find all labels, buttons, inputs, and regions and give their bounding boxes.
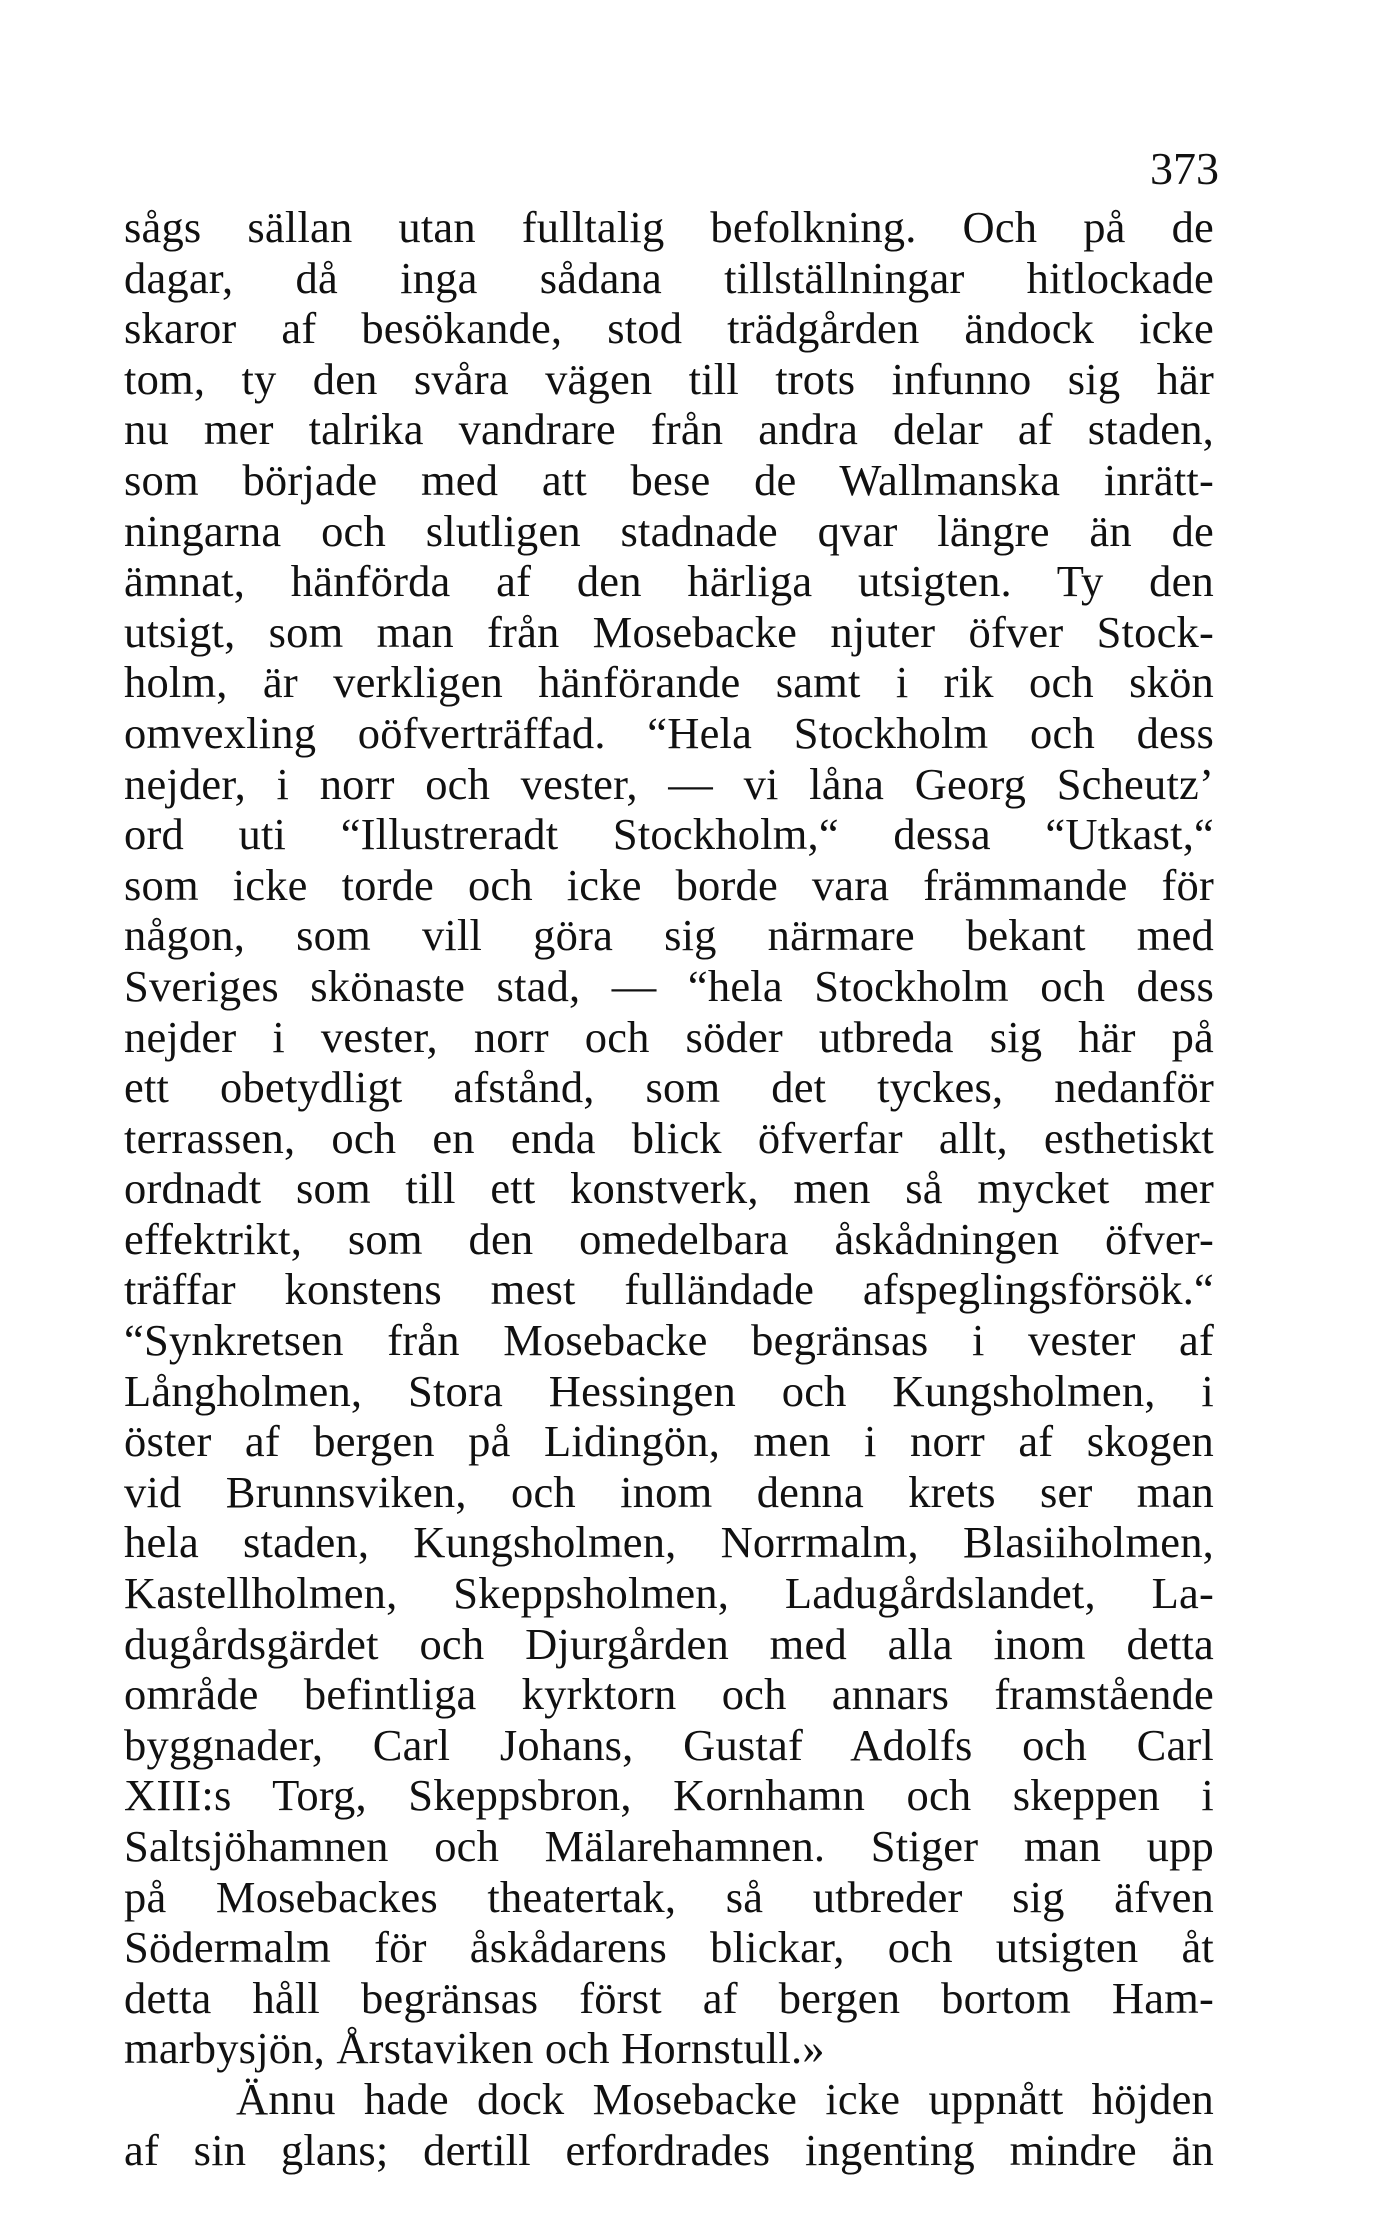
text-line: någon, som vill göra sig närmare bekant med [124,910,1214,961]
text-line: “Synkretsen från Mosebacke begränsas i vester af [124,1315,1214,1366]
text-line: terrassen, och en enda blick öfverfar allt, esthetiskt [124,1112,1214,1163]
text-line: på Mosebackes theatertak, så utbreder sig äfven [124,1871,1214,1922]
body-text [124,202,1214,2175]
text-line: hela staden, Kungsholmen, Norrmalm, Blasiiholmen, [124,1517,1214,1568]
text-line: område befintliga kyrktorn och annars framstående [124,1669,1214,1720]
text-line: nejder, i norr och vester, — vi låna Georg Scheutz’ [124,758,1214,809]
text-line: ord uti “Illustreradt Stockholm,“ dessa “Utkast,“ [124,809,1214,860]
text-line: detta håll begränsas först af bergen bortom Ham- [124,1972,1214,2023]
text-line: holm, är verkligen hänförande samt i rik och skön [124,657,1214,708]
text-line: vid Brunnsviken, och inom denna krets ser man [124,1466,1214,1517]
text-line: som började med att bese de Wallmanska inrätt- [124,454,1214,505]
text-line: ett obetydligt afstånd, som det tyckes, nedanför [124,1062,1214,1113]
text-line: utsigt, som man från Mosebacke njuter öfver Stock- [124,606,1214,657]
text-line: byggnader, Carl Johans, Gustaf Adolfs och Carl [124,1719,1214,1770]
text-line: tom, ty den svåra vägen till trots infunno sig här [124,353,1214,404]
text-line: omvexling oöfverträffad. “Hela Stockholm och dess [124,707,1214,758]
text-line: ningarna och slutligen stadnade qvar längre än de [124,505,1214,556]
text-line: Kastellholmen, Skeppsholmen, Ladugårdslandet, La- [124,1568,1214,1619]
text-line: Södermalm för åskådarens blickar, och utsigten åt [124,1922,1214,1973]
text-line: dugårdsgärdet och Djurgården med alla inom detta [124,1618,1214,1669]
text-line: som icke torde och icke borde vara främmande för [124,859,1214,910]
text-line: af sin glans; dertill erfordrades ingenting mindre än [124,2124,1214,2175]
text-line: effektrikt, som den omedelbara åskådningen öfver- [124,1213,1214,1264]
text-line: Ännu hade dock Mosebacke icke uppnått höjden [236,2073,1214,2124]
text-line: dagar, då inga sådana tillställningar hitlockade [124,252,1214,303]
text-line: ämnat, hänförda af den härliga utsigten. Ty den [124,556,1214,607]
text-line: marbysjön, Årstaviken och Hornstull.» [124,2023,825,2074]
text-line: sågs sällan utan fulltalig befolkning. Och på de [124,202,1214,252]
text-line: XIII:s Torg, Skeppsbron, Kornhamn och skeppen i [124,1770,1214,1821]
text-line: träffar konstens mest fulländade afspeglingsförsök.“ [124,1264,1214,1315]
text-line: Saltsjöhamnen och Mälarehamnen. Stiger man upp [124,1821,1214,1871]
text-line: Sveriges skönaste stad, — “hela Stockholm och dess [124,960,1214,1011]
text-line: Långholmen, Stora Hessingen och Kungsholmen, i [124,1365,1214,1416]
text-line: öster af bergen på Lidingön, men i norr af skogen [124,1416,1214,1467]
text-line: nu mer talrika vandrare från andra delar af staden, [124,404,1214,455]
text-line: nejder i vester, norr och söder utbreda sig här på [124,1011,1214,1062]
text-line: skaror af besökande, stod trädgården ändock icke [124,303,1214,354]
text-line: ordnadt som till ett konstverk, men så mycket mer [124,1163,1214,1214]
page-number: 373 [1150,143,1219,194]
